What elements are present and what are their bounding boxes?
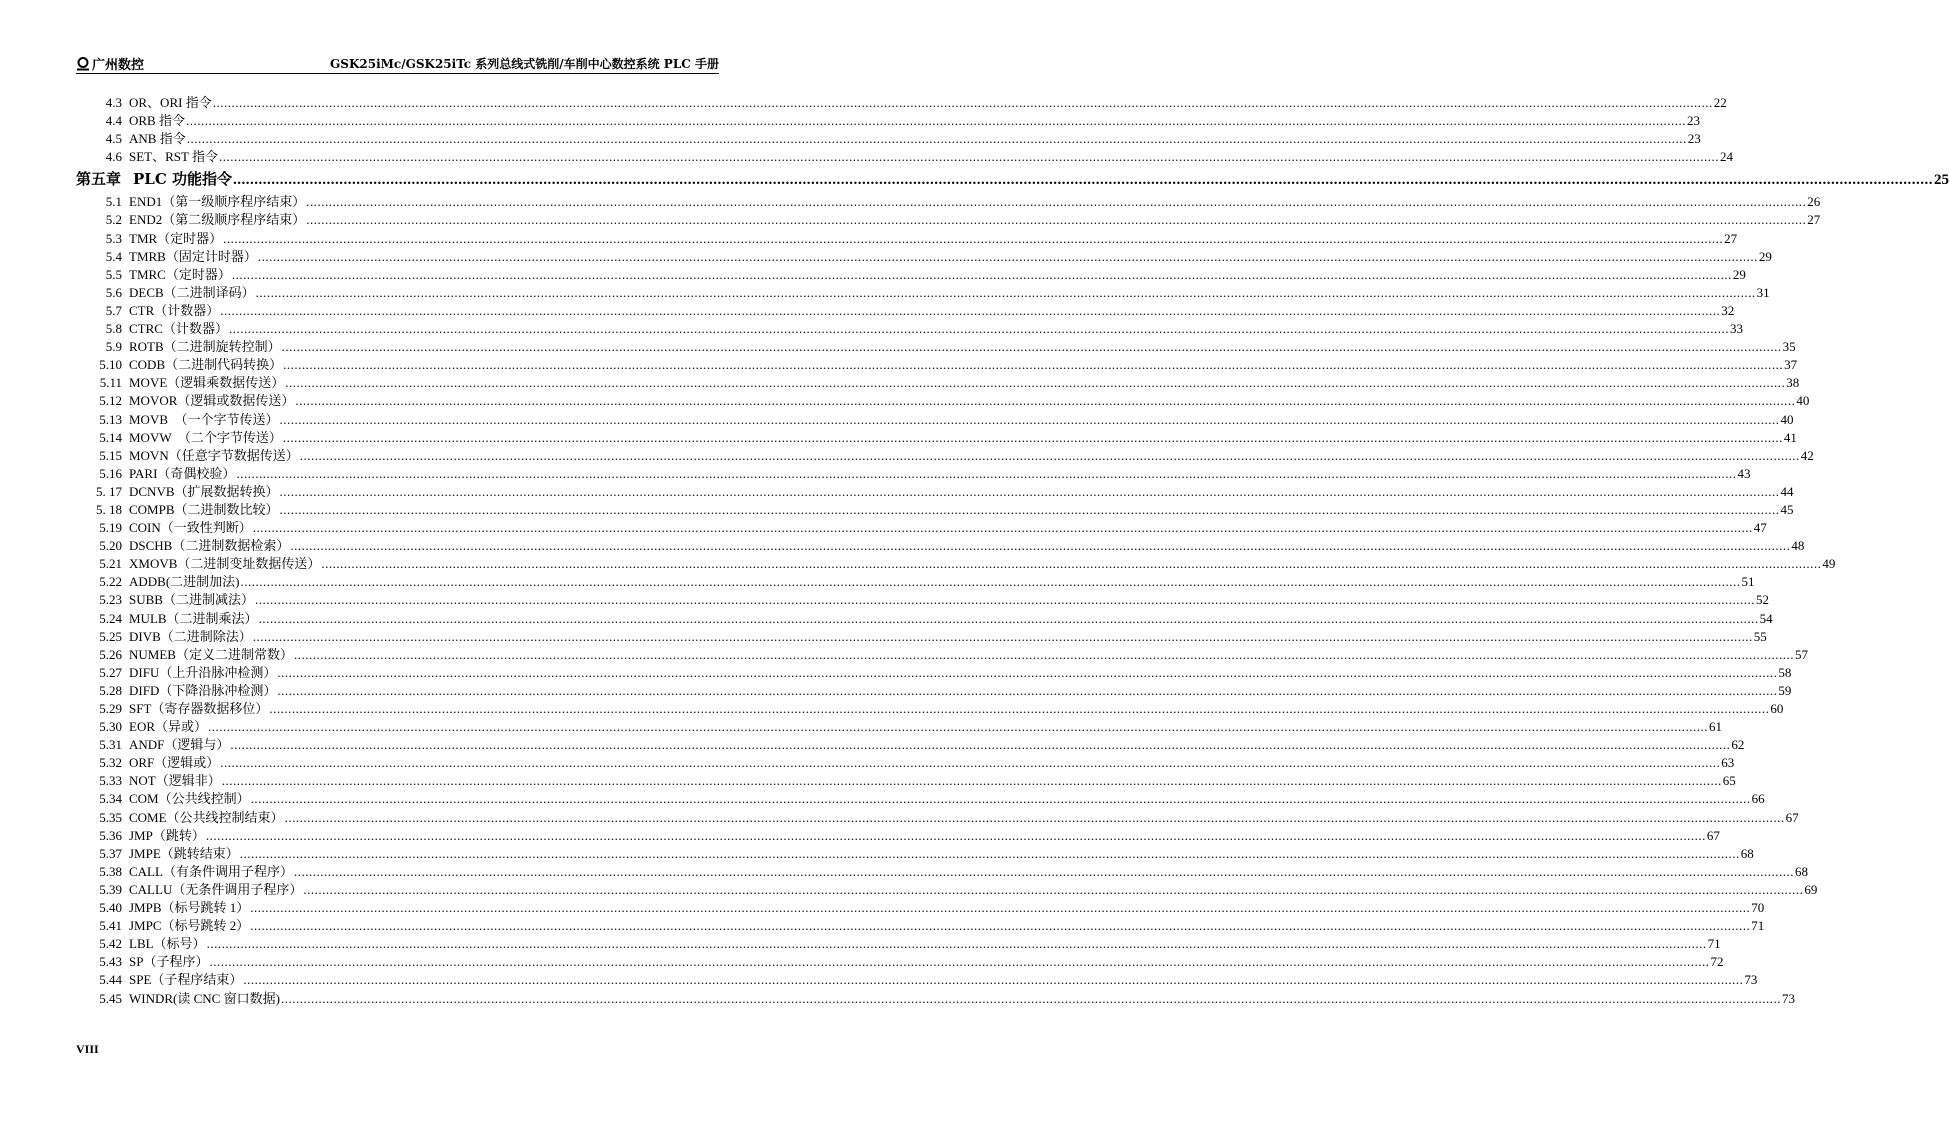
toc-entry-page: 47 <box>1753 520 1767 536</box>
logo-text: 广州数控 <box>92 58 145 73</box>
toc-leader-dots: ................................................................................................................................................................................................................................................................................................................................................................................................................ <box>269 701 1770 716</box>
toc-entry-title: SP（子程序） <box>129 954 209 970</box>
toc-entry[interactable] <box>76 537 1805 555</box>
toc-entry-title: MOVW （二个字节传送） <box>129 429 282 445</box>
toc-entry-number: 5.1 <box>105 194 122 210</box>
toc-entry-title: PARI（奇偶校验） <box>129 465 236 481</box>
toc-entry-title: ROTB（二进制旋转控制） <box>129 339 281 355</box>
toc-entry-number: 5.19 <box>99 520 122 536</box>
toc-entry-number: 5.9 <box>105 339 122 355</box>
toc-entry[interactable] <box>76 845 1754 863</box>
toc-leader-dots: ................................................................................................................................................................................................................................................................................................................................................................................................................ <box>185 113 1686 129</box>
toc-entry-page: 72 <box>1710 954 1724 970</box>
toc-leader-dots: ................................................................................................................................................................................................................................................................................................................................................................................................................ <box>257 248 1758 264</box>
toc-entry-number: 5.29 <box>99 701 122 716</box>
toc-entry-title: CTRC（计数器） <box>129 321 228 337</box>
toc-entry-number: 5.36 <box>99 827 122 843</box>
toc-entry-page: 48 <box>1791 538 1805 554</box>
toc-entry-number: 5.42 <box>99 936 122 952</box>
toc-entry-number: 5.41 <box>99 918 122 934</box>
toc-leader-dots: ................................................................................................................................................................................................................................................................................................................................................................................................................ <box>279 483 1780 499</box>
toc-entry[interactable] <box>76 112 1700 130</box>
toc-entry-title: NUMEB（定义二进制常数） <box>129 646 293 662</box>
toc-entry-title: LBL（标号） <box>129 936 206 952</box>
toc-leader-dots: ................................................................................................................................................................................................................................................................................................................................................................................................................ <box>303 881 1804 897</box>
toc-leader-dots: ................................................................................................................................................................................................................................................................................................................................................................................................................ <box>321 556 1822 572</box>
toc-entry-title: CALL（有条件调用子程序） <box>129 863 293 879</box>
toc-entry-title: NOT（逻辑非） <box>129 773 221 789</box>
toc-entry-page: 62 <box>1731 737 1745 753</box>
toc-entry[interactable] <box>76 827 1720 845</box>
toc-entry-number: 5.6 <box>105 284 122 300</box>
toc-entry-page: 58 <box>1778 664 1792 680</box>
toc-entry-number: 5.24 <box>99 610 122 626</box>
toc-entry-title: TMR（定时器） <box>129 230 223 246</box>
toc-leader-dots: ................................................................................................................................................................................................................................................................................................................................................................................................................ <box>236 465 1737 481</box>
toc-entry-title: CALLU（无条件调用子程序） <box>129 881 303 897</box>
toc-leader-dots: ................................................................................................................................................................................................................................................................................................................................................................................................................ <box>218 149 1719 165</box>
toc-entry-number: 5.45 <box>99 990 122 1006</box>
toc-entry-page: 57 <box>1794 646 1808 662</box>
toc-leader-dots: ................................................................................................................................................................................................................................................................................................................................................................................................................ <box>220 755 1721 771</box>
gsk-logo-icon <box>76 57 90 71</box>
toc-entry-title: DIVB（二进制除法） <box>129 628 252 644</box>
toc-entry-page: 40 <box>1796 393 1810 409</box>
toc-entry-number: 5.8 <box>105 321 122 337</box>
toc-leader-dots: ................................................................................................................................................................................................................................................................................................................................................................................................................ <box>285 375 1786 391</box>
toc-entry[interactable] <box>76 881 1818 899</box>
toc-entry[interactable] <box>76 555 1836 573</box>
toc-entry[interactable] <box>76 610 1773 628</box>
toc-leader-dots: ................................................................................................................................................................................................................................................................................................................................................................................................................ <box>240 574 1741 590</box>
toc-entry-number: 5.33 <box>99 773 122 789</box>
toc-entry-number: 5.38 <box>99 863 122 879</box>
toc-entry[interactable] <box>76 971 1758 989</box>
toc-entry-number: 5.34 <box>99 791 122 807</box>
toc-entry-page: 27 <box>1724 230 1738 246</box>
toc-leader-dots: ................................................................................................................................................................................................................................................................................................................................................................................................................ <box>221 773 1722 789</box>
toc-entry-title: SPE（子程序结束） <box>129 972 243 988</box>
toc-entry[interactable] <box>76 519 1767 537</box>
toc-entry-title: COMPB（二进制数比较） <box>129 501 279 517</box>
toc-entry-number: 5.5 <box>105 266 122 282</box>
toc-entry-number: 5.43 <box>99 954 122 970</box>
toc-entry[interactable] <box>76 193 1821 211</box>
toc-leader-dots: ................................................................................................................................................................................................................................................................................................................................................................................................................ <box>223 230 1724 246</box>
toc-entry-title: DECB（二进制译码） <box>129 284 255 300</box>
toc-entry-title: MOVN（任意字节数据传送） <box>129 447 299 463</box>
toc-chapter-entry[interactable] <box>76 166 1949 193</box>
toc-entry-page: 67 <box>1706 827 1720 843</box>
toc-entry-page: 31 <box>1756 284 1770 300</box>
toc-entry-page: 49 <box>1822 556 1836 572</box>
toc-entry[interactable] <box>76 302 1735 320</box>
toc-leader-dots: ................................................................................................................................................................................................................................................................................................................................................................................................................ <box>281 339 1782 355</box>
toc-entry-title: ADDB(二进制加法) <box>129 574 240 590</box>
toc-entry-page: 71 <box>1751 918 1765 934</box>
toc-entry[interactable] <box>76 718 1723 736</box>
toc-leader-dots: ................................................................................................................................................................................................................................................................................................................................................................................................................ <box>280 990 1781 1006</box>
toc-entry-page: 52 <box>1755 592 1769 608</box>
toc-entry-number: 5.16 <box>99 465 122 481</box>
toc-entry-number: 5.12 <box>99 393 122 409</box>
toc-entry[interactable] <box>76 809 1799 827</box>
toc-entry-page: 63 <box>1721 755 1735 771</box>
toc-entry-page: 70 <box>1751 900 1765 916</box>
toc-leader-dots: ................................................................................................................................................................................................................................................................................................................................................................................................................ <box>233 172 1934 189</box>
toc-entry-title: MOVOR（逻辑或数据传送） <box>129 393 295 409</box>
toc-entry-number: 5.15 <box>99 447 122 463</box>
toc-entry[interactable] <box>76 338 1796 356</box>
toc-entry-title: SET、RST 指令 <box>129 149 218 165</box>
toc-entry-number: 5.4 <box>105 248 122 264</box>
toc-leader-dots: ................................................................................................................................................................................................................................................................................................................................................................................................................ <box>306 194 1807 210</box>
toc-leader-dots: ................................................................................................................................................................................................................................................................................................................................................................................................................ <box>206 936 1707 952</box>
toc-leader-dots: ................................................................................................................................................................................................................................................................................................................................................................................................................ <box>283 357 1784 373</box>
toc-entry-page: 22 <box>1713 95 1727 110</box>
toc-entry-number: 4.3 <box>105 95 122 110</box>
toc-leader-dots: ................................................................................................................................................................................................................................................................................................................................................................................................................ <box>230 737 1731 753</box>
toc-entry-number: 5.21 <box>99 556 122 572</box>
toc-entry-title: EOR（异或） <box>129 719 208 735</box>
toc-leader-dots: ................................................................................................................................................................................................................................................................................................................................................................................................................ <box>277 682 1778 698</box>
toc-entry-title: CODB（二进制代码转换） <box>129 357 283 373</box>
toc-entry-page: 68 <box>1740 845 1754 861</box>
toc-entry[interactable] <box>76 917 1765 935</box>
toc-entry-number: 5.7 <box>105 302 122 318</box>
toc-entry-number: 5.39 <box>99 881 122 897</box>
toc-entry-page: 55 <box>1753 628 1767 644</box>
toc-entry-page: 69 <box>1804 881 1818 897</box>
toc-entry[interactable] <box>76 935 1721 953</box>
toc-entry-number: 5. 18 <box>96 501 122 517</box>
header-title: GSK25iMc/GSK25iTc 系列总线式铣削/车削中心数控系统 PLC 手册 <box>330 57 719 71</box>
toc-entry-title: COME（公共线控制结束） <box>129 809 284 825</box>
toc-entry-number: 5.23 <box>99 592 122 608</box>
toc-entry-title: TMRC（定时器） <box>129 266 231 282</box>
toc-entry[interactable] <box>76 863 1808 881</box>
toc-leader-dots: ................................................................................................................................................................................................................................................................................................................................................................................................................ <box>252 520 1753 536</box>
toc-leader-dots: ................................................................................................................................................................................................................................................................................................................................................................................................................ <box>186 131 1687 147</box>
toc-entry[interactable] <box>76 953 1724 971</box>
toc-leader-dots: ................................................................................................................................................................................................................................................................................................................................................................................................................ <box>282 429 1783 445</box>
toc-entry-title: WINDR(读 CNC 窗口数据) <box>129 990 280 1006</box>
toc-entry[interactable] <box>76 772 1736 790</box>
toc-entry-title: DCNVB（扩展数据转换） <box>129 483 279 499</box>
toc-leader-dots: ................................................................................................................................................................................................................................................................................................................................................................................................................ <box>205 827 1706 843</box>
toc-entry[interactable] <box>76 628 1767 646</box>
toc-entry[interactable] <box>76 230 1738 248</box>
toc-entry[interactable] <box>76 284 1770 302</box>
toc-entry-number: 5.37 <box>99 845 122 861</box>
toc-entry[interactable] <box>76 700 1784 718</box>
toc-entry-page: 45 <box>1780 501 1794 517</box>
toc-entry-page: 67 <box>1785 809 1799 825</box>
toc-entry-number: 5.26 <box>99 646 122 662</box>
toc-leader-dots: ................................................................................................................................................................................................................................................................................................................................................................................................................ <box>293 863 1794 879</box>
toc-entry[interactable] <box>76 790 1765 808</box>
toc-entry-number: 5.22 <box>99 574 122 590</box>
toc-entry[interactable] <box>76 94 1727 112</box>
toc-entry-title: ORF（逻辑或） <box>129 755 220 771</box>
toc-leader-dots: ................................................................................................................................................................................................................................................................................................................................................................................................................ <box>293 646 1794 662</box>
toc-entry-page: 26 <box>1807 194 1821 210</box>
toc-leader-dots: ................................................................................................................................................................................................................................................................................................................................................................................................................ <box>290 538 1791 554</box>
toc-entry-title: COIN（一致性判断） <box>129 520 252 536</box>
table-of-contents <box>76 94 1949 1008</box>
toc-entry-page: 27 <box>1807 212 1821 228</box>
toc-leader-dots: ................................................................................................................................................................................................................................................................................................................................................................................................................ <box>255 284 1756 300</box>
toc-entry-page: 65 <box>1722 773 1736 789</box>
toc-entry[interactable] <box>76 591 1769 609</box>
page-number: VIII <box>76 1042 99 1056</box>
toc-leader-dots: ................................................................................................................................................................................................................................................................................................................................................................................................................ <box>279 411 1780 427</box>
toc-entry-page: 29 <box>1758 248 1772 264</box>
toc-entry-title: END2（第二级顺序程序结束） <box>129 212 306 228</box>
toc-leader-dots: ................................................................................................................................................................................................................................................................................................................................................................................................................ <box>295 393 1796 409</box>
toc-leader-dots: ................................................................................................................................................................................................................................................................................................................................................................................................................ <box>228 321 1729 337</box>
toc-leader-dots: ................................................................................................................................................................................................................................................................................................................................................................................................................ <box>209 954 1710 970</box>
toc-entry-title: ORB 指令 <box>129 113 185 129</box>
toc-entry-title: END1（第一级顺序程序结束） <box>129 194 306 210</box>
toc-entry[interactable] <box>76 664 1792 682</box>
toc-entry-title: XMOVB（二进制变址数据传送） <box>129 556 321 572</box>
toc-entry[interactable] <box>76 148 1733 166</box>
toc-entry[interactable] <box>76 130 1701 148</box>
toc-entry-title: SUBB（二进制减法） <box>129 592 254 608</box>
toc-entry-title: JMPC（标号跳转 2） <box>129 918 250 934</box>
toc-entry[interactable] <box>76 411 1794 429</box>
toc-entry[interactable] <box>76 211 1821 229</box>
toc-entry-title: DSCHB（二进制数据检索） <box>129 538 290 554</box>
toc-entry-page: 23 <box>1687 131 1701 147</box>
toc-entry[interactable] <box>76 736 1745 754</box>
toc-entry-page: 71 <box>1707 936 1721 952</box>
toc-entry-number: 5.27 <box>99 664 122 680</box>
toc-entry-number: 5.13 <box>99 411 122 427</box>
toc-entry-title: CTR（计数器） <box>129 302 220 318</box>
page-header <box>76 48 719 72</box>
toc-leader-dots: ................................................................................................................................................................................................................................................................................................................................................................................................................ <box>250 918 1751 934</box>
toc-entry[interactable] <box>76 754 1735 772</box>
toc-entry[interactable] <box>76 447 1814 465</box>
toc-entry-title: MOVE（逻辑乘数据传送） <box>129 375 285 391</box>
toc-entry-number: 5.44 <box>99 972 122 988</box>
toc-entry-title: ANDF（逻辑与） <box>129 737 230 753</box>
toc-entry-title: MOVB （一个字节传送） <box>129 411 279 427</box>
toc-entry-number: 5. 17 <box>96 483 122 499</box>
toc-entry-title: DIFD（下降沿脉冲检测） <box>129 682 277 698</box>
toc-entry-page: 37 <box>1784 357 1798 373</box>
toc-entry-page: 40 <box>1780 411 1794 427</box>
toc-leader-dots: ................................................................................................................................................................................................................................................................................................................................................................................................................ <box>306 212 1807 228</box>
toc-entry-page: 68 <box>1794 863 1808 879</box>
toc-entry[interactable] <box>76 465 1751 483</box>
toc-entry-page: 73 <box>1744 972 1758 988</box>
toc-entry-number: 5.40 <box>99 900 122 916</box>
toc-leader-dots: ................................................................................................................................................................................................................................................................................................................................................................................................................ <box>239 845 1740 861</box>
toc-entry[interactable] <box>76 483 1794 501</box>
toc-entry-title: SFT（寄存器数据移位） <box>129 701 269 716</box>
toc-entry-page: 61 <box>1709 719 1723 735</box>
toc-entry-number: 5.31 <box>99 737 122 753</box>
toc-entry-title: ANB 指令 <box>129 131 186 147</box>
toc-entry-page: 60 <box>1770 701 1784 716</box>
toc-entry-page: 43 <box>1737 465 1751 481</box>
toc-entry-page: 41 <box>1783 429 1797 445</box>
toc-entry-title: TMRB（固定计时器） <box>129 248 257 264</box>
company-logo <box>76 54 144 73</box>
toc-entry[interactable] <box>76 320 1743 338</box>
toc-entry-number: 4.4 <box>105 113 122 129</box>
toc-entry-number: 4.6 <box>105 149 122 165</box>
toc-entry-number: 5.28 <box>99 682 122 698</box>
toc-entry-number: 5.30 <box>99 719 122 735</box>
toc-leader-dots: ................................................................................................................................................................................................................................................................................................................................................................................................................ <box>220 302 1721 318</box>
toc-entry-page: 38 <box>1786 375 1800 391</box>
toc-leader-dots: ................................................................................................................................................................................................................................................................................................................................................................................................................ <box>252 628 1753 644</box>
toc-leader-dots: ................................................................................................................................................................................................................................................................................................................................................................................................................ <box>212 95 1713 110</box>
toc-entry-number: 5.20 <box>99 538 122 554</box>
toc-entry-title: MULB（二进制乘法） <box>129 610 258 626</box>
toc-leader-dots: ................................................................................................................................................................................................................................................................................................................................................................................................................ <box>250 791 1751 807</box>
toc-entry[interactable] <box>76 899 1765 917</box>
toc-entry-number: 5.11 <box>99 375 122 391</box>
toc-entry-title: JMP（跳转） <box>129 827 205 843</box>
toc-leader-dots: ................................................................................................................................................................................................................................................................................................................................................................................................................ <box>279 501 1780 517</box>
toc-entry-page: 42 <box>1800 447 1814 463</box>
toc-entry-page: 35 <box>1782 339 1796 355</box>
toc-entry-title: COM（公共线控制） <box>129 791 250 807</box>
toc-entry-page: 51 <box>1741 574 1755 590</box>
toc-entry-page: 32 <box>1721 302 1735 318</box>
toc-entry[interactable] <box>76 392 1810 410</box>
toc-entry[interactable] <box>76 248 1772 266</box>
toc-entry-number: 4.5 <box>105 131 122 147</box>
toc-entry[interactable] <box>76 646 1808 664</box>
toc-leader-dots: ................................................................................................................................................................................................................................................................................................................................................................................................................ <box>258 610 1759 626</box>
toc-leader-dots: ................................................................................................................................................................................................................................................................................................................................................................................................................ <box>299 447 1800 463</box>
toc-entry-page: 59 <box>1778 682 1792 698</box>
toc-entry-number: 5.3 <box>105 230 122 246</box>
toc-entry[interactable] <box>76 990 1795 1008</box>
header-rule <box>76 73 719 74</box>
toc-entry-number: 5.14 <box>99 429 122 445</box>
toc-entry-page: 25 <box>1934 172 1949 189</box>
toc-leader-dots: ................................................................................................................................................................................................................................................................................................................................................................................................................ <box>254 592 1755 608</box>
toc-leader-dots: ................................................................................................................................................................................................................................................................................................................................................................................................................ <box>208 719 1709 735</box>
toc-entry[interactable] <box>76 429 1797 447</box>
toc-leader-dots: ................................................................................................................................................................................................................................................................................................................................................................................................................ <box>284 809 1785 825</box>
toc-entry-page: 23 <box>1686 113 1700 129</box>
toc-leader-dots: ................................................................................................................................................................................................................................................................................................................................................................................................................ <box>231 266 1732 282</box>
toc-entry-number: 5.10 <box>99 357 122 373</box>
toc-entry-title: PLC 功能指令 <box>133 170 233 189</box>
toc-entry-page: 54 <box>1759 610 1773 626</box>
toc-entry-page: 33 <box>1729 321 1743 337</box>
toc-leader-dots: ................................................................................................................................................................................................................................................................................................................................................................................................................ <box>277 664 1778 680</box>
toc-leader-dots: ................................................................................................................................................................................................................................................................................................................................................................................................................ <box>250 900 1751 916</box>
toc-leader-dots: ................................................................................................................................................................................................................................................................................................................................................................................................................ <box>243 972 1744 988</box>
toc-entry[interactable] <box>76 356 1798 374</box>
toc-entry-page: 73 <box>1781 990 1795 1006</box>
toc-entry[interactable] <box>76 266 1746 284</box>
toc-entry-title: OR、ORI 指令 <box>129 95 212 110</box>
toc-entry-number: 第五章 <box>76 170 122 189</box>
toc-entry-title: DIFU（上升沿脉冲检测） <box>129 664 277 680</box>
toc-entry[interactable] <box>76 374 1800 392</box>
toc-entry-number: 5.25 <box>99 628 122 644</box>
toc-entry-title: JMPB（标号跳转 1） <box>129 900 250 916</box>
toc-entry-number: 5.32 <box>99 755 122 771</box>
toc-entry[interactable] <box>76 501 1794 519</box>
toc-entry-page: 44 <box>1780 483 1794 499</box>
toc-entry-number: 5.35 <box>99 809 122 825</box>
toc-entry-page: 24 <box>1719 149 1733 165</box>
toc-entry-page: 29 <box>1732 266 1746 282</box>
toc-entry-number: 5.2 <box>105 212 122 228</box>
toc-entry[interactable] <box>76 682 1792 700</box>
toc-entry-title: JMPE（跳转结束） <box>129 845 239 861</box>
toc-entry-page: 66 <box>1751 791 1765 807</box>
toc-entry[interactable] <box>76 573 1755 591</box>
